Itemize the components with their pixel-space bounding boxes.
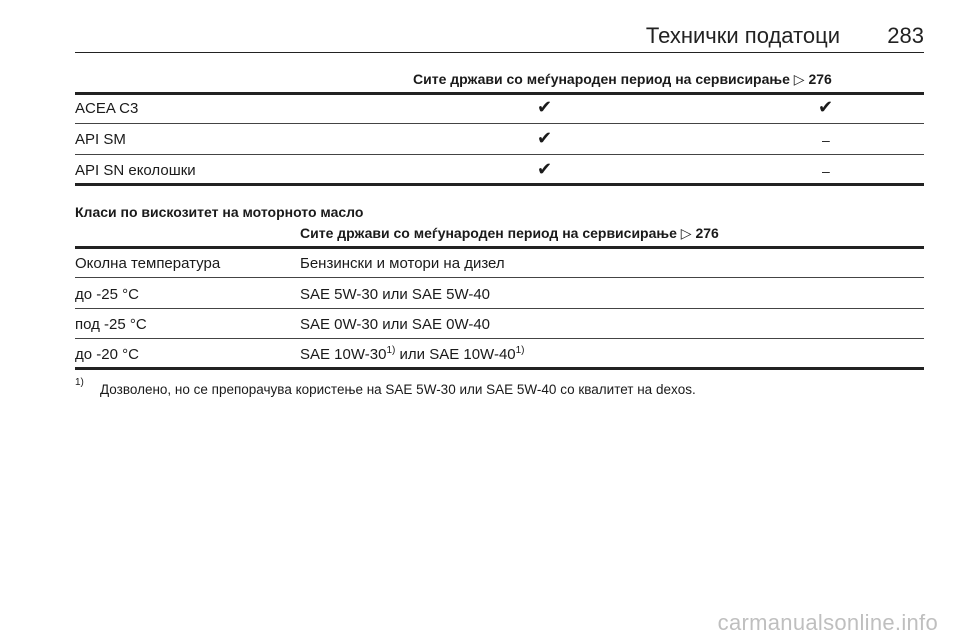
table1-caption <box>413 71 832 88</box>
table1-bottom-rule <box>75 183 924 186</box>
table2-row-divider <box>75 308 924 309</box>
table2-row-divider <box>75 277 924 278</box>
table2-bottom-rule <box>75 367 924 370</box>
table2-caption-text: Сите држави со меѓународен период на сервисирање <box>300 225 677 241</box>
section-title: Класи по вискозитет на моторното масло <box>75 204 364 220</box>
page-number: 283 <box>887 23 924 48</box>
table1-caption-text: Сите држави со меѓународен период на сервисирање <box>413 71 790 87</box>
table2-header-engines: Бензински и мотори на дизел <box>300 255 505 272</box>
table2-row3-oil-b: или SAE 10W-40 <box>395 346 516 363</box>
table1-row3-col1-check-icon: ✔ <box>537 159 553 179</box>
footnote-mark: 1) <box>75 377 84 388</box>
footnote-text: Дозволено, но се препорачува користење на SAE 5W-30 или SAE 5W-40 со квалитет на dexos. <box>100 382 696 397</box>
reference-arrow-icon: ▷ <box>793 71 805 87</box>
table2-header-temperature: Околна температура <box>75 255 221 272</box>
table2-row2-temp: под -25 °C <box>75 316 147 333</box>
table1-top-rule <box>75 92 924 95</box>
table2-caption <box>300 225 719 242</box>
reference-arrow-icon: ▷ <box>680 225 692 241</box>
table1-row2-col2-dash: – <box>822 132 830 148</box>
table2-row3-oil <box>300 346 525 363</box>
table1-row2-label: API SM <box>75 131 126 148</box>
table1-row1-col2-check-icon: ✔ <box>818 97 834 117</box>
footnote-ref: 1) <box>515 345 525 356</box>
footnote-ref: 1) <box>386 345 396 356</box>
table2-caption-ref: 276 <box>695 225 719 241</box>
table1-caption-ref: 276 <box>808 71 832 87</box>
table1-row1-col1-check-icon: ✔ <box>537 97 553 117</box>
table2-row-divider <box>75 338 924 339</box>
page-header <box>75 22 924 53</box>
table2-top-rule <box>75 246 924 249</box>
table1-row3-col2-dash: – <box>822 163 830 179</box>
table2-row1-temp: до -25 °C <box>75 286 139 303</box>
table1-row2-col1-check-icon: ✔ <box>537 128 553 148</box>
table1-row-divider <box>75 123 924 124</box>
table2-row3-oil-a: SAE 10W-30 <box>300 346 387 363</box>
table1-row3-label: API SN еколошки <box>75 162 196 179</box>
watermark: carmanualsonline.info <box>717 610 938 635</box>
table2-row1-oil: SAE 5W-30 или SAE 5W-40 <box>300 286 491 303</box>
page-title: Технички податоци <box>645 23 840 48</box>
table1-row1-label: ACEA C3 <box>75 100 139 117</box>
table1-row-divider <box>75 154 924 155</box>
table2-row3-temp: до -20 °C <box>75 346 139 363</box>
table2-row2-oil: SAE 0W-30 или SAE 0W-40 <box>300 316 491 333</box>
